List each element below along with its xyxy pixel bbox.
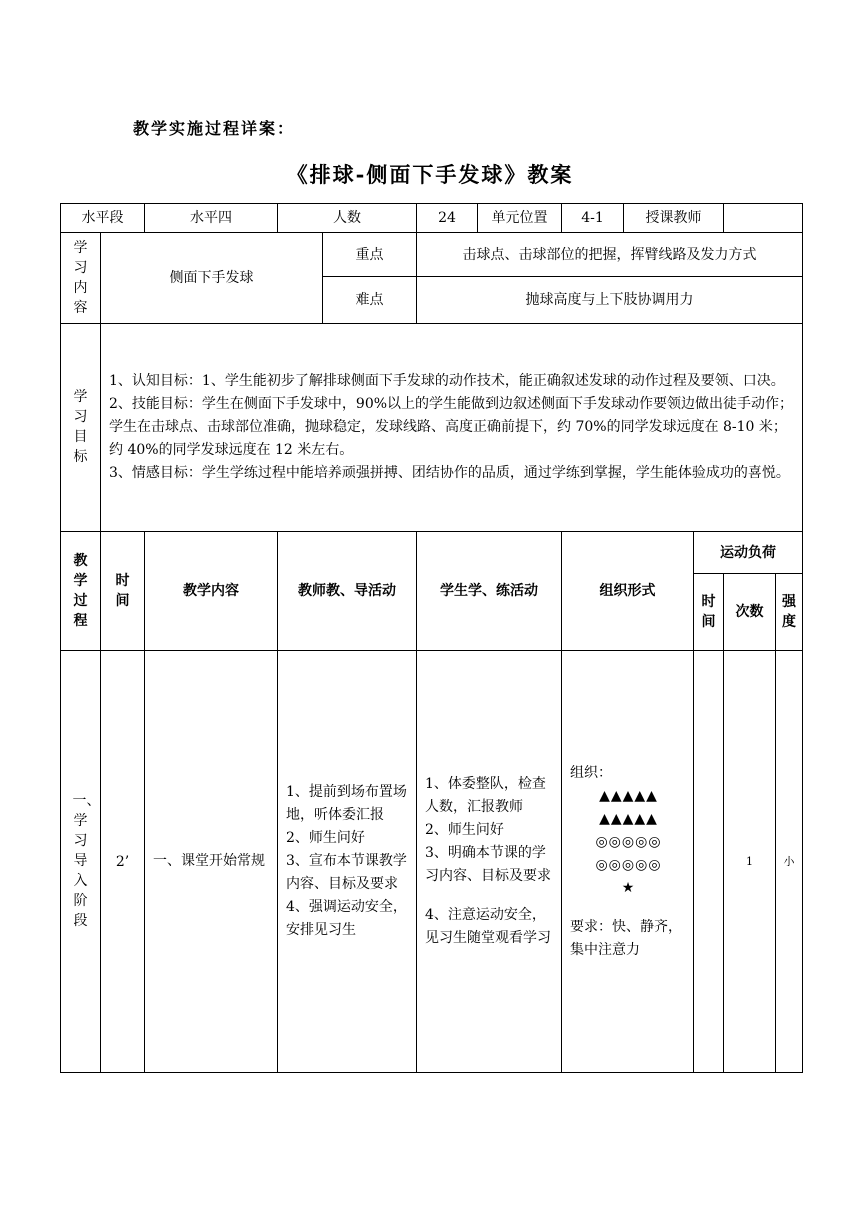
stage1-content: 一、课堂开始常规 (145, 651, 278, 1073)
teacher-label: 授课教师 (624, 204, 724, 233)
org-requirement: 要求：快、静齐，集中注意力 (570, 918, 682, 958)
content-label: 学习内容 (61, 233, 101, 324)
header-process: 教学过程 (61, 532, 101, 651)
goal-skill: 2、技能目标：学生在侧面下手发球中，90%以上的学生能做到边叙述侧面下手发球动作要领边做出徒手动作；学生在击球点、击球部位准确，抛球稳定，发球线路、高度正确前提下，约 70%的同学发球远度在 8-10 米；约 40%的同学发球远度在 12 米左右。 (109, 396, 794, 458)
org-label: 组织： (570, 764, 612, 781)
stage1-teacher (278, 651, 417, 1073)
formation-teacher-star: ★ (621, 879, 636, 896)
page-subtitle: 教学实施过程详案： (133, 119, 296, 138)
stage1-load-count: 1 (724, 651, 776, 1073)
content-row-key (61, 233, 803, 277)
unit-value: 4-1 (562, 204, 624, 233)
unit-label: 单元位置 (478, 204, 562, 233)
goals-label: 学习目标 (61, 324, 101, 532)
content-topic: 侧面下手发球 (101, 233, 323, 324)
teacher-value (724, 204, 803, 233)
formation-row-2: ▲▲▲▲▲ (599, 810, 658, 827)
count-label: 人数 (278, 204, 417, 233)
stage1-row (61, 651, 803, 1073)
lesson-plan-table (60, 203, 803, 1073)
header-load-time: 时间 (694, 574, 724, 651)
header-content: 教学内容 (145, 532, 278, 651)
stage1-load-intensity: 小 (776, 651, 803, 1073)
student-step-1: 1、体委整队，检查人数，汇报教师 (425, 776, 546, 815)
student-step-3: 3、明确本节课的学习内容、目标及要求 (425, 845, 551, 884)
student-step-2: 2、师生问好 (425, 822, 504, 838)
goals-text (101, 324, 803, 532)
goal-cognitive: 1、认知目标：1、学生能初步了解排球侧面下手发球的动作技术，能正确叙述发球的动作过程及要领、口决。 (109, 373, 785, 389)
info-row (61, 204, 803, 233)
formation-row-3: ◎◎◎◎◎ (595, 833, 662, 850)
header-student: 学生学、练活动 (417, 532, 562, 651)
page-title: 《排球-侧面下手发球》教案 (286, 162, 574, 187)
level-value: 水平四 (145, 204, 278, 233)
teacher-step-1: 1、提前到场布置场地，听体委汇报 (286, 784, 407, 823)
count-value: 24 (417, 204, 478, 233)
header-time: 时间 (101, 532, 145, 651)
student-step-4: 4、注意运动安全，见习生随堂观看学习 (425, 907, 551, 946)
hard-label: 难点 (323, 277, 417, 324)
header-load: 运动负荷 (694, 532, 803, 574)
key-value: 击球点、击球部位的把握，挥臂线路及发力方式 (417, 233, 803, 277)
header-load-count: 次数 (724, 574, 776, 651)
stage1-time: 2’ (101, 651, 145, 1073)
teacher-step-3: 3、宣布本节课教学内容、目标及要求 (286, 853, 407, 892)
header-org: 组织形式 (562, 532, 694, 651)
formation-row-1: ▲▲▲▲▲ (599, 787, 658, 804)
stage1-org (562, 651, 694, 1073)
formation-row-4: ◎◎◎◎◎ (595, 856, 662, 873)
stage1-load-time (694, 651, 724, 1073)
stage1-student (417, 651, 562, 1073)
key-label: 重点 (323, 233, 417, 277)
process-header-row (61, 532, 803, 574)
teacher-step-4: 4、强调运动安全，安排见习生 (286, 899, 407, 938)
level-label: 水平段 (61, 204, 145, 233)
goal-emotion: 3、情感目标：学生学练过程中能培养顽强拼搏、团结协作的品质，通过学练到掌握，学生能体验成功的喜悦。 (109, 465, 790, 481)
goals-row (61, 324, 803, 532)
teacher-step-2: 2、师生问好 (286, 830, 365, 846)
header-load-intensity: 强度 (776, 574, 803, 651)
hard-value: 抛球高度与上下肢协调用力 (417, 277, 803, 324)
stage1-process: 一、学习导入阶段 (61, 651, 101, 1073)
header-teacher: 教师教、导活动 (278, 532, 417, 651)
